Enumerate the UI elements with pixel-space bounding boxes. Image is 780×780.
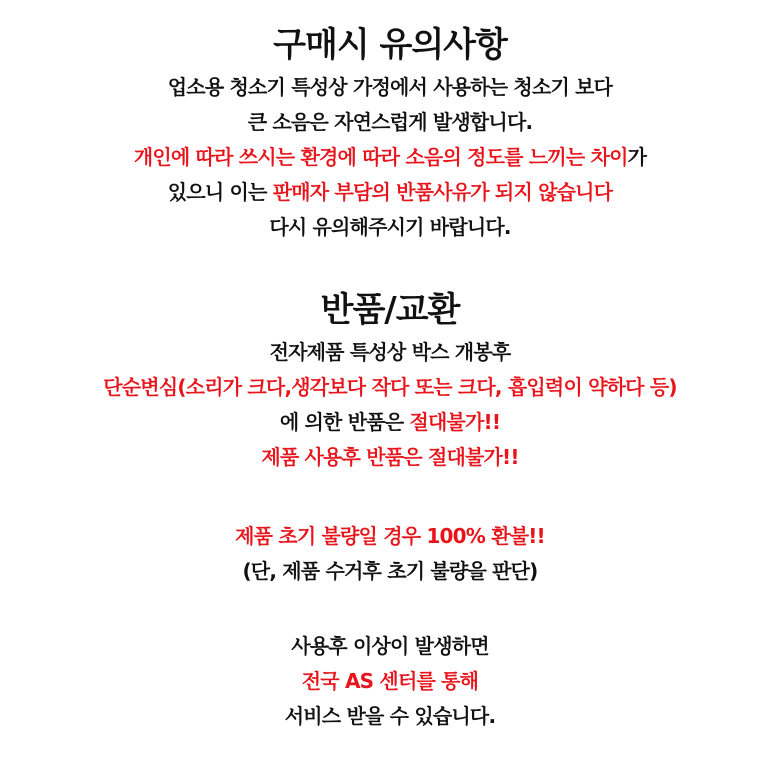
precautions-line-2: 큰 소음은 자연스럽게 발생합니다. bbox=[247, 110, 533, 134]
returns-line-4: 제품 사용후 반품은 절대불가!! bbox=[261, 445, 519, 469]
refund-line-2: (단, 제품 수거후 초기 불량을 판단) bbox=[242, 559, 538, 583]
spacer bbox=[0, 589, 780, 629]
returns-line-1: 전자제품 특성상 박스 개봉후 bbox=[269, 340, 511, 364]
precautions-title: 구매시 유의사항 bbox=[273, 25, 507, 65]
returns-line-3-highlight: 절대불가!! bbox=[409, 410, 501, 434]
refund-line-1: 제품 초기 불량일 경우 100% 환불!! bbox=[235, 524, 545, 548]
returns-line-3 bbox=[0, 405, 780, 440]
precautions-line-4-highlight: 판매자 부담의 반품사유가 되지 않습니다 bbox=[272, 180, 613, 204]
spacer bbox=[0, 245, 780, 285]
precautions-section bbox=[0, 20, 780, 245]
returns-line-3-head: 에 의한 반품은 bbox=[279, 410, 410, 434]
precautions-line-1: 업소용 청소기 특성상 가정에서 사용하는 청소기 보다 bbox=[167, 75, 613, 99]
service-section bbox=[0, 629, 780, 734]
service-line-3: 서비스 받을 수 있습니다. bbox=[284, 704, 496, 728]
returns-section bbox=[0, 285, 780, 475]
precautions-line-3-highlight: 개인에 따라 쓰시는 환경에 따라 소음의 정도를 느끼는 차이 bbox=[133, 145, 628, 169]
precautions-line-4 bbox=[0, 175, 780, 210]
precautions-line-5: 다시 유의해주시기 바랍니다. bbox=[269, 215, 511, 239]
returns-line-2: 단순변심(소리가 크다,생각보다 작다 또는 크다, 흡입력이 약하다 등) bbox=[103, 375, 677, 399]
precautions-line-4-head: 있으니 이는 bbox=[167, 180, 273, 204]
service-line-2: 전국 AS 센터를 통해 bbox=[301, 669, 479, 693]
service-line-1: 사용후 이상이 발생하면 bbox=[291, 634, 489, 658]
precautions-line-3-tail: 가 bbox=[627, 145, 647, 169]
refund-section bbox=[0, 519, 780, 589]
returns-title: 반품/교환 bbox=[320, 290, 460, 330]
precautions-line-3 bbox=[0, 140, 780, 175]
spacer bbox=[0, 475, 780, 519]
